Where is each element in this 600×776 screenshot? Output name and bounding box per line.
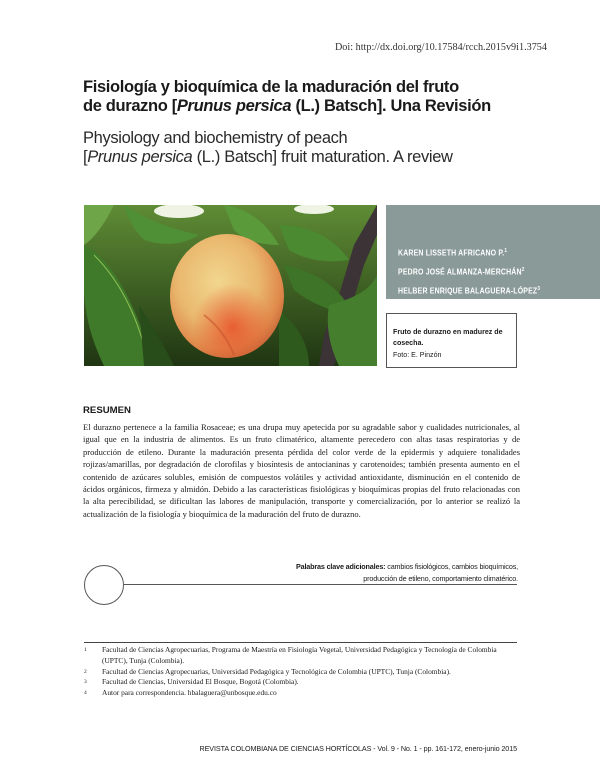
title-en-line1: Physiology and biochemistry of peach [83, 129, 348, 147]
abstract-body: El durazno pertenece a la familia Rosaceae; es una drupa muy apetecida por su agradable sabor y cualidades nutricionales, al igual que en la industria de alimentos. Es un fruto climatérico, altamente perecedero con altas tasas respiratorias y de producción de etileno. Durante la maduración presenta pérdida del color verde de la epidermis y adquiere tonalidades rojizas/amarillas, por degradación de clorofilas y biosíntesis de antocianinas y carotenoides; también presenta aumento en el contenido de azúcares solubles, emisión de compuestos volátiles y actividad antioxidante, disminución en el contenido de ácidos orgánicos, firmeza y almidón. Debido a las características fisiológicas y bioquímicas propias del fruto relacionadas con la alta perecibilidad, se dificultan las labores de manipulación, transporte y comercialización, por lo anterior se realizó la actualización de la fisiología y bioquímica de la maduración del fruto de durazno. [83, 422, 520, 519]
footnote-4 [84, 688, 524, 699]
author-2-affiliation: 2 [521, 267, 525, 274]
authors-panel [386, 205, 600, 299]
abstract-heading: RESUMEN [83, 405, 131, 416]
footnote-text: Facultad de Ciencias, Universidad El Bosque, Bogotá (Colombia). [102, 677, 299, 687]
title-es-line2-pre: de durazno [ [83, 97, 177, 115]
peach-photo [84, 205, 377, 366]
title-en-line2-post: (L.) Batsch] fruit maturation. A review [192, 148, 453, 166]
footnotes-divider [84, 642, 517, 643]
footnote-number: 4 [84, 690, 87, 697]
footnote-text: Facultad de Ciencias Agropecuarias, Universidad Pedagógica y Tecnológica de Colombia (UPTC), Tunja (Colombia). [102, 666, 451, 676]
title-en-species: Prunus persica [87, 148, 193, 166]
peach-photo-illustration [84, 205, 377, 366]
footnote-1 [84, 645, 524, 667]
keywords [218, 561, 518, 584]
photo-caption [386, 313, 517, 368]
author-2 [398, 262, 572, 281]
footnote-number: 2 [84, 668, 87, 675]
footnote-text[interactable]: Autor para correspondencia. hbalaguera@unbosque.edu.co [102, 688, 277, 698]
author-3-name: HELBER ENRIQUE BALAGUERA-LÓPEZ [398, 287, 538, 297]
doi-link[interactable]: Doi: http://dx.doi.org/10.17584/rcch.2015v9i1.3754 [334, 42, 547, 53]
author-1-affiliation: 1 [504, 248, 508, 254]
footnote-number: 1 [84, 647, 87, 653]
keywords-divider [124, 584, 517, 585]
author-3-affiliation: 3 [537, 286, 541, 293]
caption-credit: Foto: E. Pinzón [393, 351, 442, 359]
title-es-line1: Fisiología y bioquímica de la maduración del fruto [83, 78, 459, 96]
author-1 [398, 243, 572, 262]
title-en-line2-pre: [ [83, 148, 88, 166]
keywords-line2: producción de etileno, comportamiento climatérico. [363, 573, 518, 583]
author-1-name: KAREN LISSETH AFRICANO P. [398, 248, 505, 258]
footnote-2 [84, 667, 524, 678]
title-spanish [83, 78, 553, 116]
title-english [83, 129, 553, 167]
keywords-line1: cambios fisiológicos, cambios bioquímicos, [385, 562, 518, 571]
author-3 [398, 281, 572, 300]
journal-footer: REVISTA COLOMBIANA DE CIENCIAS HORTÍCOLAS - Vol. 9 - No. 1 - pp. 161-172, enero-junio 2015 [199, 744, 517, 753]
title-es-species: Prunus persica [176, 97, 292, 115]
keywords-label: Palabras clave adicionales: [295, 562, 386, 571]
caption-text: Fruto de durazno en madurez de cosecha. [393, 328, 503, 347]
title-es-line2-post: (L.) Batsch]. Una Revisión [291, 97, 491, 115]
footnote-number: 3 [84, 679, 87, 686]
footnote-text: Facultad de Ciencias Agropecuarias, Programa de Maestría en Fisiología Vegetal, Universidad Pedagógica y Tecnología de Colombia (UPTC), Tunja (Colombia). [102, 645, 497, 665]
decorative-circle [84, 565, 124, 605]
author-2-name: PEDRO JOSÉ ALMANZA-MERCHÁN [398, 267, 522, 277]
footnote-3 [84, 677, 524, 688]
footnotes [84, 645, 524, 699]
